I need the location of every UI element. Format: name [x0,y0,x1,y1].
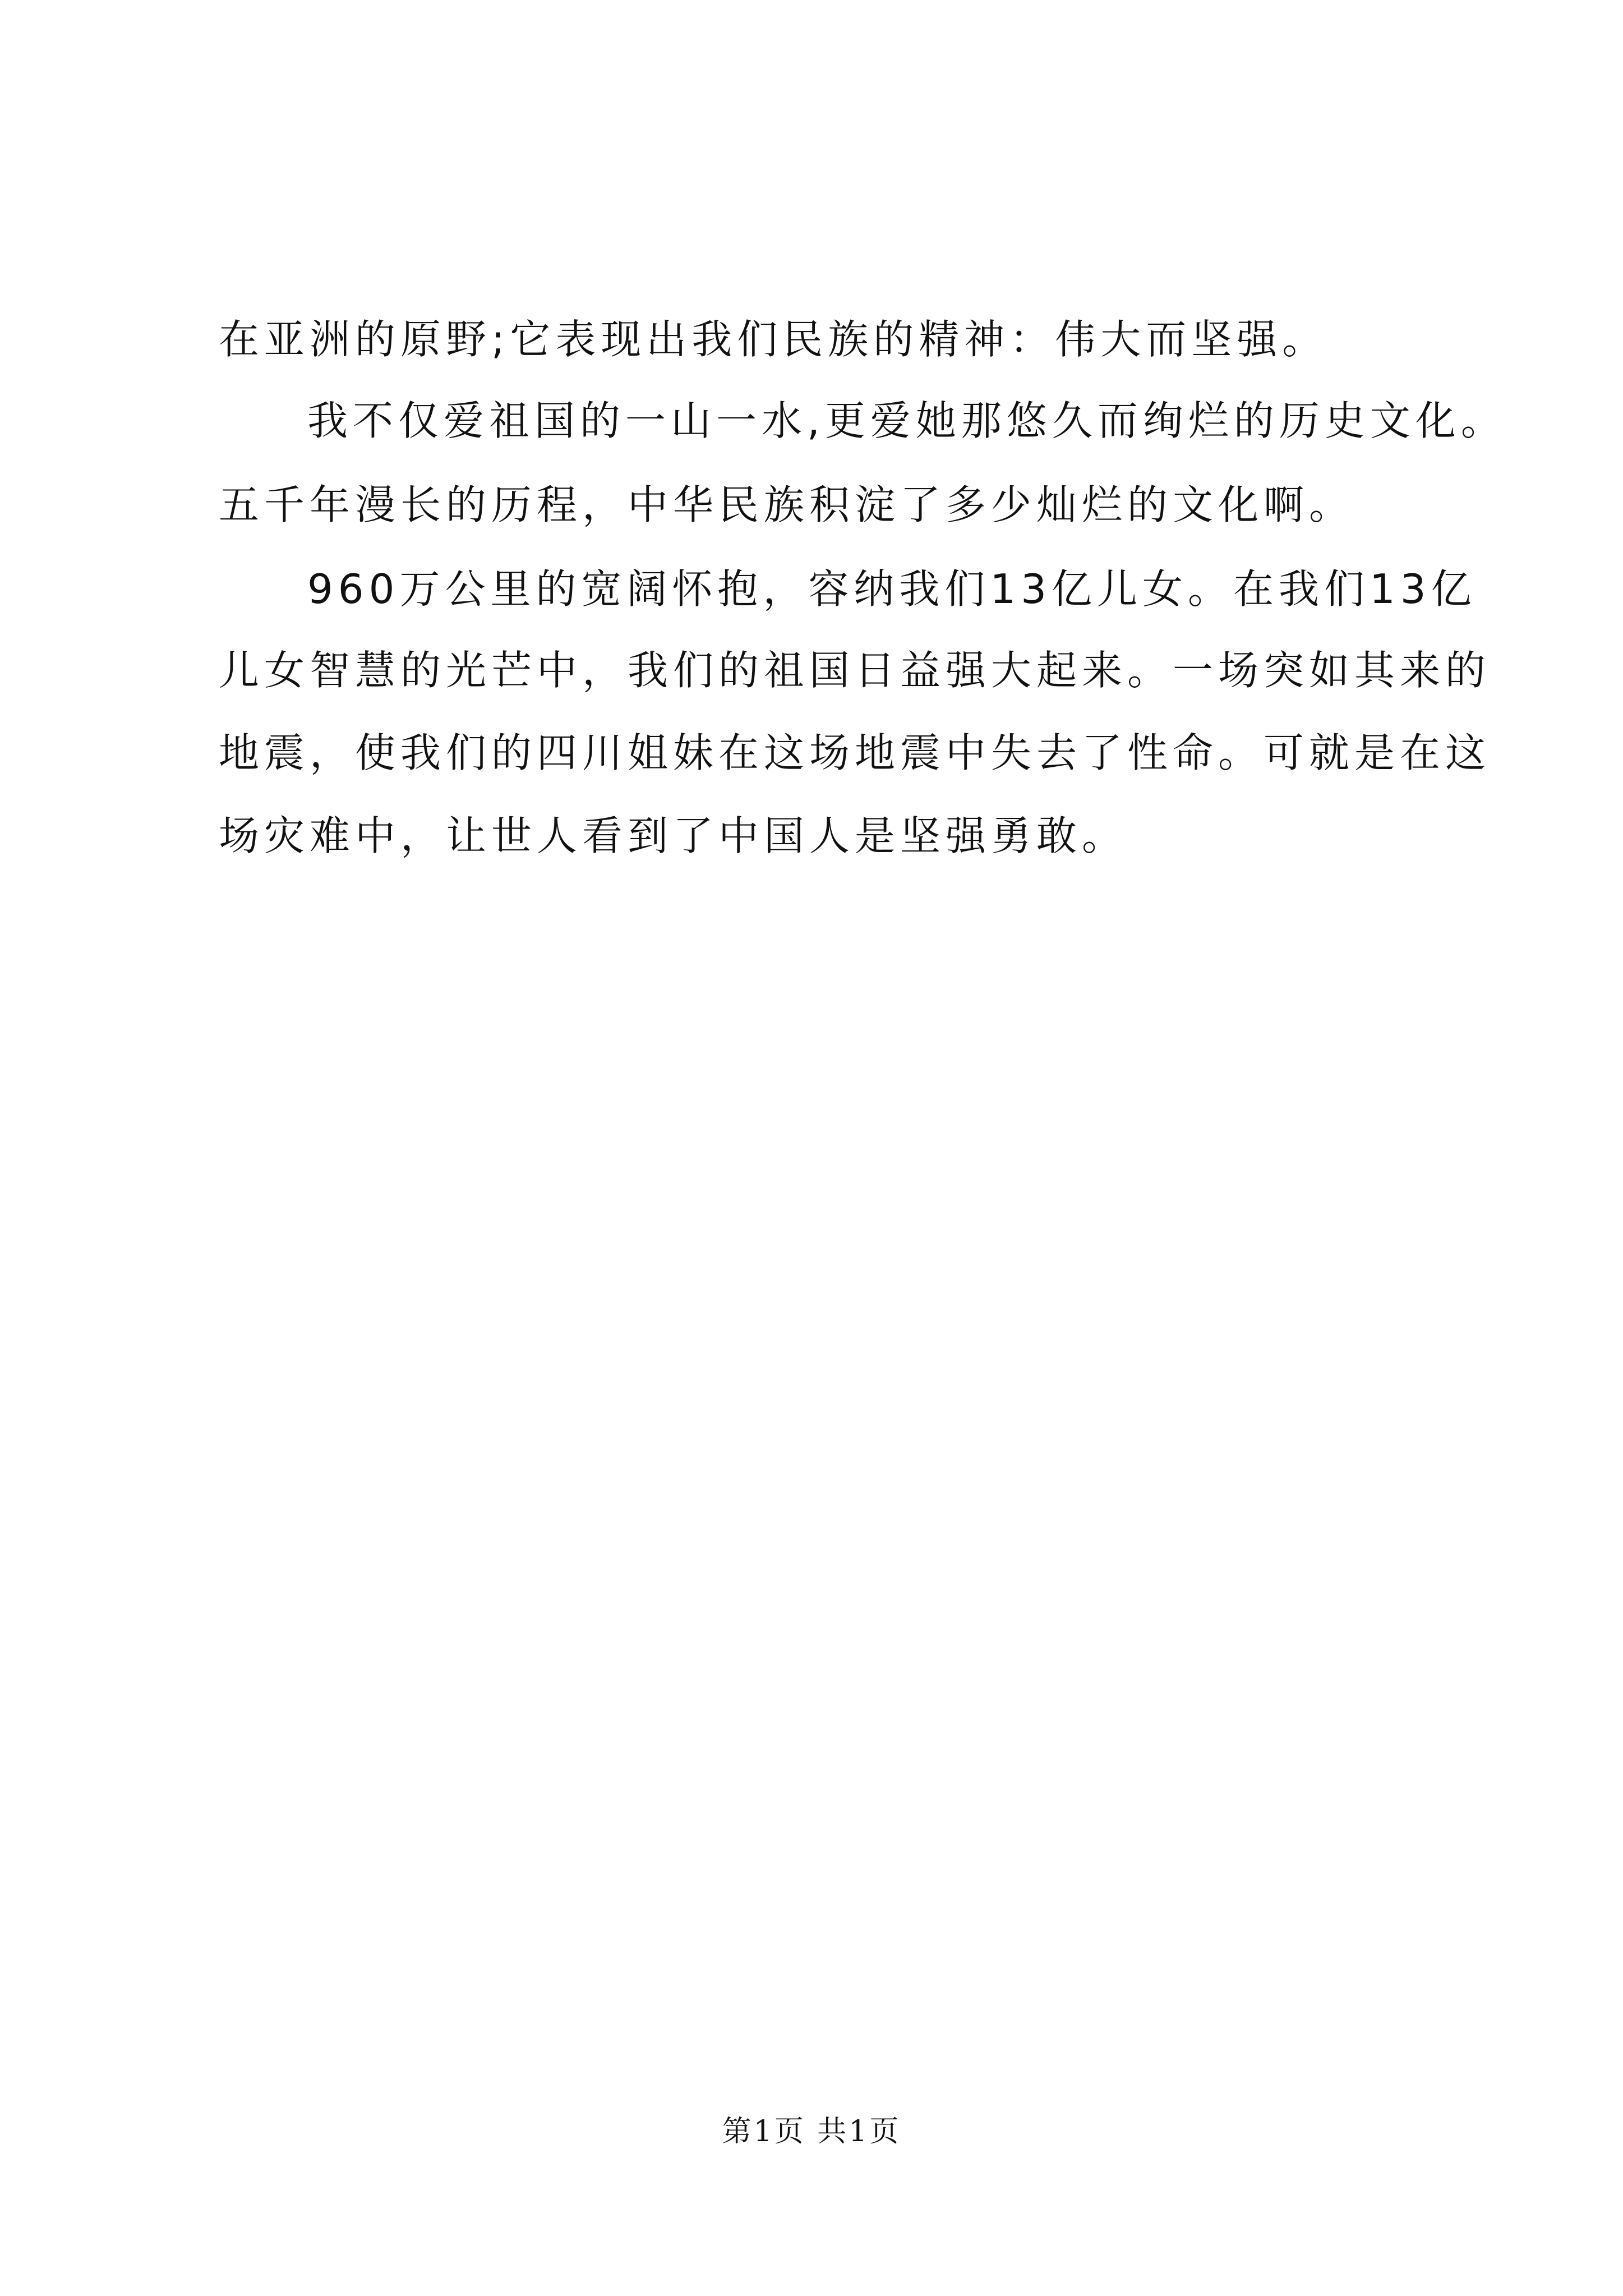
paragraph-line-4: 960万公里的宽阔怀抱，容纳我们13亿儿女。在我们13亿 [307,565,1477,613]
paragraph-line-7: 场灾难中，让世人看到了中国人是坚强勇敢。 [219,812,1128,859]
paragraph-line-1: 在亚洲的原野;它表现出我们民族的精神：伟大而坚强。 [219,316,1328,363]
paragraph-line-3: 五千年漫长的历程，中华民族积淀了多少灿烂的文化啊。 [219,481,1355,528]
page-number-footer: 第1页 共1页 [722,2115,901,2148]
paragraph-line-6: 地震，使我们的四川姐妹在这场地震中失去了性命。可就是在这 [219,729,1491,776]
paragraph-line-2: 我不仅爱祖国的一山一水,更爱她那悠久而绚烂的历史文化。 [307,397,1506,444]
paragraph-line-5: 儿女智慧的光芒中，我们的祖国日益强大起来。一场突如其来的 [219,647,1491,694]
